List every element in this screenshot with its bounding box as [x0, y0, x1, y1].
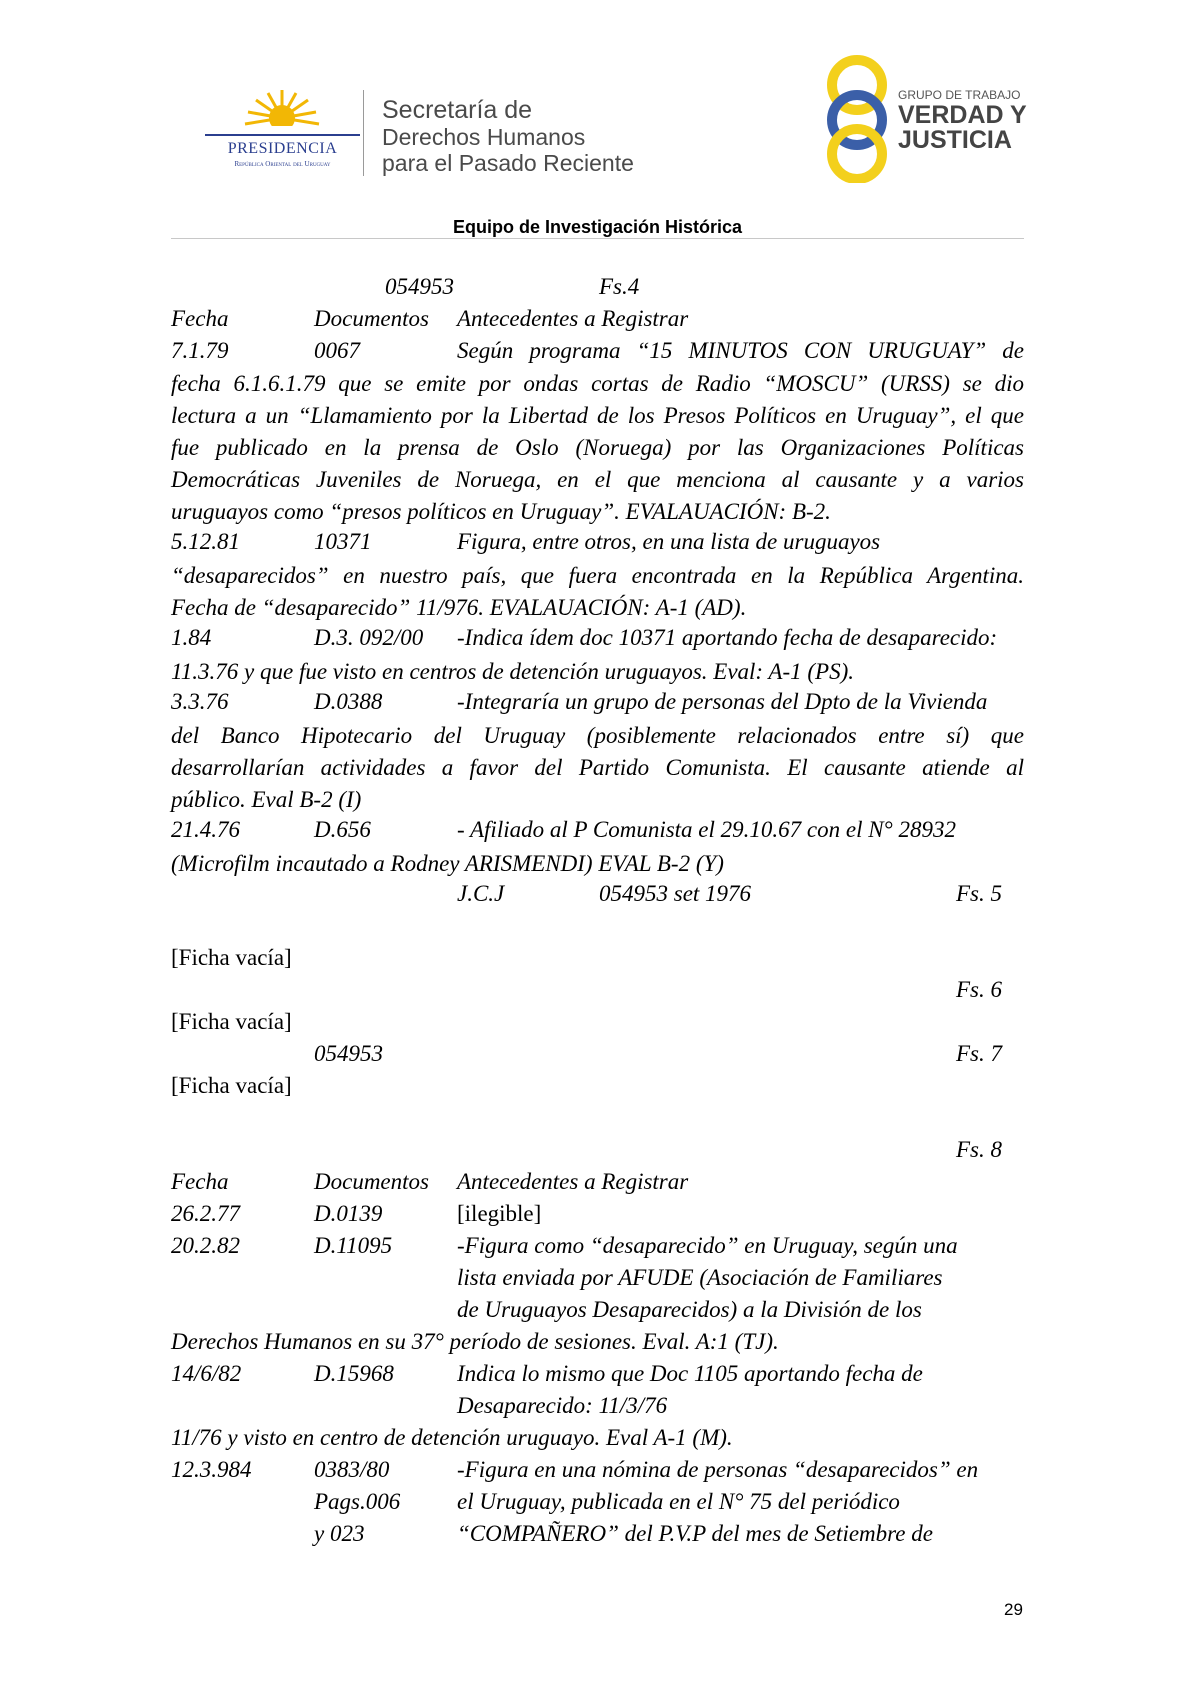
e3-doc: D.3. 092/00: [314, 625, 424, 650]
fs5-number: 054953 set 1976: [599, 881, 752, 906]
presidencia-name: PRESIDENCIA: [227, 140, 338, 157]
fs4-label: Fs.4: [599, 274, 640, 299]
gtvj-line1: GRUPO DE TRABAJO: [898, 88, 1021, 102]
e9-line3: “COMPAÑERO” del P.V.P del mes de Setiembre de: [457, 1521, 933, 1546]
e4-doc: D.0388: [314, 689, 383, 714]
e4-line3: desarrollarían actividades a favor del Partido Comunista. El causante atiende al: [171, 755, 1024, 780]
e9-line2: el Uruguay, publicada en el N° 75 del periódico: [457, 1489, 900, 1514]
fs4-number: 054953: [385, 274, 454, 299]
e2-line3: Fecha de “desaparecido” 11/976. EVALAUACIÓN: A-1 (AD).: [171, 595, 747, 620]
fs7-number: 054953: [314, 1041, 383, 1066]
header-divider: [363, 90, 364, 176]
ficha-vacia-2: [Ficha vacía]: [171, 1009, 292, 1034]
e5-date: 21.4.76: [171, 817, 240, 842]
e2-doc: 10371: [314, 529, 372, 554]
e7-doc: D.11095: [314, 1233, 393, 1258]
e4-date: 3.3.76: [171, 689, 229, 714]
ficha-vacia-1: [Ficha vacía]: [171, 945, 292, 970]
e7-date: 20.2.82: [171, 1233, 240, 1258]
e1-first: Según programa “15 MINUTOS CON URUGUAY” de: [457, 338, 1024, 363]
e6-doc: D.0139: [314, 1201, 383, 1226]
head2-fecha: Fecha: [171, 1169, 229, 1194]
head1-fecha: Fecha: [171, 306, 229, 331]
e4-first: -Integraría un grupo de personas del Dpto de la Vivienda: [457, 689, 988, 714]
e7-line4: Derechos Humanos en su 37° período de sesiones. Eval. A:1 (TJ).: [171, 1329, 779, 1354]
e8-doc: D.15968: [314, 1361, 394, 1386]
e9-line1: -Figura en una nómina de personas “desaparecidos” en: [457, 1457, 979, 1482]
e8-date: 14/6/82: [171, 1361, 242, 1386]
e3-date: 1.84: [171, 625, 212, 650]
e2-first: Figura, entre otros, en una lista de uruguayos: [457, 529, 881, 554]
e7-line1: -Figura como “desaparecido” en Uruguay, según una: [457, 1233, 958, 1258]
e9-date: 12.3.984: [171, 1457, 252, 1482]
e1-line4: fue publicado en la prensa de Oslo (Noruega) por las Organizaciones Políticas: [171, 435, 1024, 460]
e8-line1: Indica lo mismo que Doc 1105 aportando fecha de: [457, 1361, 923, 1386]
fs5-label: Fs. 5: [956, 881, 1002, 906]
e9-doc2: Pags.006: [314, 1489, 401, 1514]
secretaria-line3: para el Pasado Reciente: [382, 150, 634, 176]
e5-line2: (Microfilm incautado a Rodney ARISMENDI) EVAL B-2 (Y): [171, 851, 724, 876]
ficha-vacia-3: [Ficha vacía]: [171, 1073, 292, 1098]
presidencia-sub: República Oriental del Uruguay: [234, 160, 331, 168]
head1-docs: Documentos: [314, 306, 429, 331]
e9-doc1: 0383/80: [314, 1457, 390, 1482]
e4-line2: del Banco Hipotecario del Uruguay (posiblemente relacionados entre sí) que: [171, 723, 1024, 748]
e9-doc3: y 023: [314, 1521, 365, 1546]
e3-first: -Indica ídem doc 10371 aportando fecha de desaparecido:: [457, 625, 998, 650]
e6-date: 26.2.77: [171, 1201, 240, 1226]
e5-first: - Afiliado al P Comunista el 29.10.67 con el N° 28932: [457, 817, 957, 842]
gtvj-line3: JUSTICIA: [898, 126, 1012, 154]
head2-docs: Documentos: [314, 1169, 429, 1194]
gtvj-logo: [820, 55, 1035, 185]
fs6-label: Fs. 6: [956, 977, 1002, 1002]
head1-ant: Antecedentes a Registrar: [457, 306, 689, 331]
e1-line5: Democráticas Juveniles de Noruega, en el que menciona al causante y a varios: [171, 467, 1024, 492]
page-number: 29: [1004, 1600, 1023, 1619]
e1-date: 7.1.79: [171, 338, 229, 363]
fs5-code: J.C.J: [457, 881, 505, 906]
e2-line2: “desaparecidos” en nuestro país, que fuera encontrada en la República Argentina.: [171, 563, 1024, 588]
e8-line2: Desaparecido: 11/3/76: [457, 1393, 668, 1418]
e6-text: [ilegible]: [457, 1201, 542, 1226]
fs7-label: Fs. 7: [956, 1041, 1002, 1066]
secretaria-line1: Secretaría de: [382, 96, 533, 124]
e1-doc: 0067: [314, 338, 360, 363]
fs8-label: Fs. 8: [956, 1137, 1002, 1162]
section-title: Equipo de Investigación Histórica: [452, 217, 743, 237]
e7-line3: de Uruguayos Desaparecidos) a la División de los: [457, 1297, 922, 1322]
e7-line2: lista enviada por AFUDE (Asociación de Familiares: [457, 1265, 943, 1290]
secretaria-name: [382, 97, 634, 176]
rings-icon: [820, 55, 895, 183]
e5-doc: D.656: [314, 817, 371, 842]
e1-line6: uruguayos como “presos políticos en Uruguay”. EVALAUACIÓN: B-2.: [171, 499, 831, 524]
e3-line2: 11.3.76 y que fue visto en centros de detención uruguayos. Eval: A-1 (PS).: [171, 659, 855, 684]
header-separator: [171, 238, 1024, 239]
secretaria-line2: Derechos Humanos: [382, 124, 586, 150]
e1-line3: lectura a un “Llamamiento por la Libertad de los Presos Políticos en Uruguay”, el que: [171, 403, 1024, 428]
presidencia-logo: [205, 88, 360, 178]
e8-line3: 11/76 y visto en centro de detención uruguayo. Eval A-1 (M).: [171, 1425, 733, 1450]
e1-line2: fecha 6.1.6.1.79 que se emite por ondas cortas de Radio “MOSCU” (URSS) se dio: [171, 371, 1024, 396]
sun-icon: [242, 88, 322, 138]
gtvj-line2: VERDAD Y: [898, 101, 1027, 129]
e2-date: 5.12.81: [171, 529, 240, 554]
head2-ant: Antecedentes a Registrar: [457, 1169, 689, 1194]
e4-line4: público. Eval B-2 (I): [171, 787, 362, 812]
